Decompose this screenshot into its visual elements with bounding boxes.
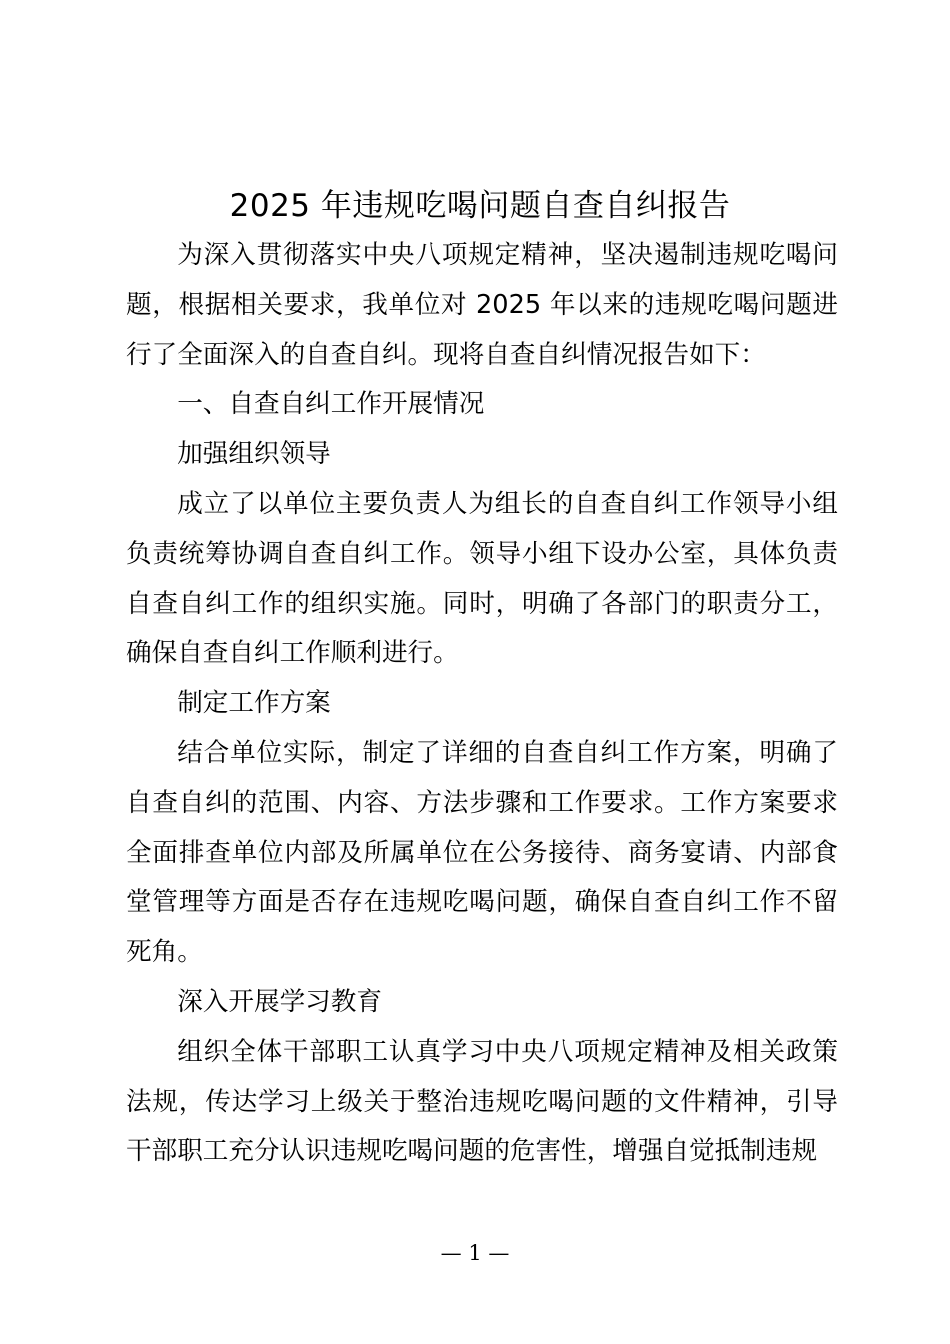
subheading-organization: 加强组织领导 [177, 439, 331, 470]
paragraph-organization: 成立了以单位主要负责人为组长的自查自纠工作领导小组负责统筹协调自查自纠工作。领导小组下设办公室，具体负责自查自纠工作的组织实施。同时，明确了各部门的职责分工，确保自查自纠工作顺利进行。 [126, 488, 838, 669]
subheading-education: 深入开展学习教育 [177, 986, 382, 1017]
page-number: — 1 — [440, 1241, 510, 1265]
intro-paragraph: 为深入贯彻落实中央八项规定精神，坚决遏制违规吃喝问题，根据相关要求，我单位对 2025 年以来的违规吃喝问题进行了全面深入的自查自纠。现将自查自纠情况报告如下： [126, 240, 838, 370]
section-heading: 一、自查自纠工作开展情况 [177, 389, 485, 420]
paragraph-work-plan: 结合单位实际，制定了详细的自查自纠工作方案，明确了自查自纠的范围、内容、方法步骤和工作要求。工作方案要求全面排查单位内部及所属单位在公务接待、商务宴请、内部食堂管理等方面是否存在违规吃喝问题，确保自查自纠工作不留死角。 [126, 737, 838, 968]
paragraph-education: 组织全体干部职工认真学习中央八项规定精神及相关政策法规，传达学习上级关于整治违规吃喝问题的文件精神，引导干部职工充分认识违规吃喝问题的危害性，增强自觉抵制违规 [126, 1036, 838, 1167]
subheading-work-plan: 制定工作方案 [177, 688, 331, 719]
document-title: 2025 年违规吃喝问题自查自纠报告 [229, 188, 731, 224]
document-body [126, 231, 838, 1177]
